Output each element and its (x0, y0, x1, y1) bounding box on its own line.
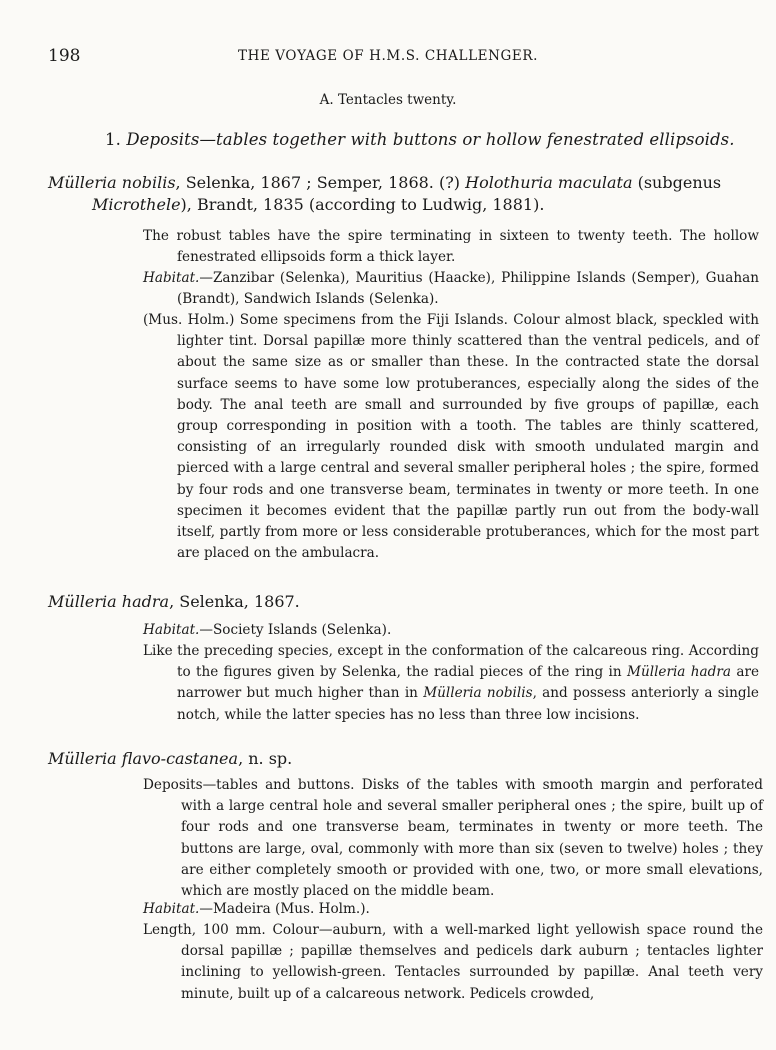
species-heading-nobilis (48, 172, 728, 216)
species-heading-flavo-castanea (48, 748, 728, 770)
synonym-name: Holothuria maculata (465, 173, 633, 192)
species-name: Mülleria hadra (48, 592, 170, 611)
habitat-text: —Society Islands (Selenka). (199, 622, 392, 638)
length-colour-paragraph: Length, 100 mm. Colour—auburn, with a well-marked light yellowish space round the dorsal papillæ ; papillæ themselves and pedicels dark auburn ; tentacles lighter inclining to yellowish-green. Tentacles surrounded by papillæ. Anal teeth very minute, built up of a calcareous network. Pedicels crowded, (143, 922, 763, 1002)
habitat-text: —Madeira (Mus. Holm.). (199, 901, 370, 917)
habitat-label: Habitat. (143, 622, 200, 638)
species-citation: , Selenka, 1867. (169, 592, 300, 611)
specimen-notes: (Mus. Holm.) Some specimens from the Fiji Islands. Colour almost black, speckled with lighter tint. Dorsal papillæ more thinly scattered than the ventral pedicels, and of about the same size as or smaller than these. In the contracted state the dorsal surface seems to have some low protuberances, especially along the sides of the body. The anal teeth are small and surrounded by five groups of papillæ, each group corresponding in position with a tooth. The tables are thinly scattered, consisting of an irregularly rounded disk with smooth undulated margin and pierced with a large central and several smaller peripheral holes ; the spire, formed by four rods and one transverse beam, terminates in twenty or more teeth. In one specimen it becomes evident that the papillæ partly run out from the body-wall itself, partly from more or less considerable protuberances, which for the most part are placed on the ambulacra. (143, 312, 759, 562)
synonym-citation: ), Brandt, 1835 (according to Ludwig, 1881). (180, 195, 545, 214)
page-header (48, 46, 728, 70)
species-notes (143, 641, 759, 726)
subsection-number: 1. (105, 130, 121, 149)
habitat-paragraph (143, 268, 759, 310)
deposits-paragraph: Deposits—tables and buttons. Disks of the tables with smooth margin and perforated with a large central hole and several smaller peripheral ones ; the spire, built up of four rods and one transverse beam, terminates in twenty or more teeth. The buttons are large, oval, commonly with more than six (seven to twelve) holes ; they are either completely smooth or provided with one, two, or more small elevations, which are mostly placed on the middle beam. (143, 777, 763, 900)
species-name: Mülleria flavo-castanea (48, 749, 239, 768)
subsection-heading (105, 130, 765, 149)
notes-text: are narrower but much higher than in (177, 664, 760, 702)
notes-species-ref: Mülleria hadra (627, 664, 731, 681)
notes-text: Like the preceding species, except in the conformation of the calcareous ring. According to the figures given by Selenka, the radial pieces of the ring in (143, 643, 759, 681)
habitat-label: Habitat. (143, 270, 200, 286)
running-title: THE VOYAGE OF H.M.S. CHALLENGER. (237, 48, 539, 64)
subsection-title: Deposits—tables together with buttons or hollow fenestrated ellipsoids. (126, 130, 735, 149)
species-citation: , n. sp. (238, 749, 293, 768)
notes-text: , and possess anteriorly a single notch, while the latter species has no less than three low incisions. (177, 685, 759, 723)
species-heading-hadra (48, 591, 728, 613)
section-heading: A. Tentacles twenty. (319, 92, 457, 108)
species-name: Mülleria nobilis (48, 173, 176, 192)
species-citation: , Selenka, 1867 ; Semper, 1868. (?) (175, 173, 461, 192)
habitat-paragraph (143, 899, 725, 920)
habitat-paragraph (143, 620, 759, 641)
species-description: The robust tables have the spire terminating in sixteen to twenty teeth. The hollow fenestrated ellipsoids form a thick layer. (143, 228, 759, 266)
subgenus-name: Microthele (92, 195, 181, 214)
page-number: 198 (48, 46, 81, 66)
habitat-label: Habitat. (143, 901, 200, 917)
habitat-text: —Zanzibar (Selenka), Mauritius (Haacke), Philippine Islands (Semper), Guahan (Brandt), Sandwich Islands (Selenka). (177, 270, 759, 308)
synonym-note: (subgenus (632, 173, 722, 192)
notes-species-ref: Mülleria nobilis (423, 685, 533, 702)
